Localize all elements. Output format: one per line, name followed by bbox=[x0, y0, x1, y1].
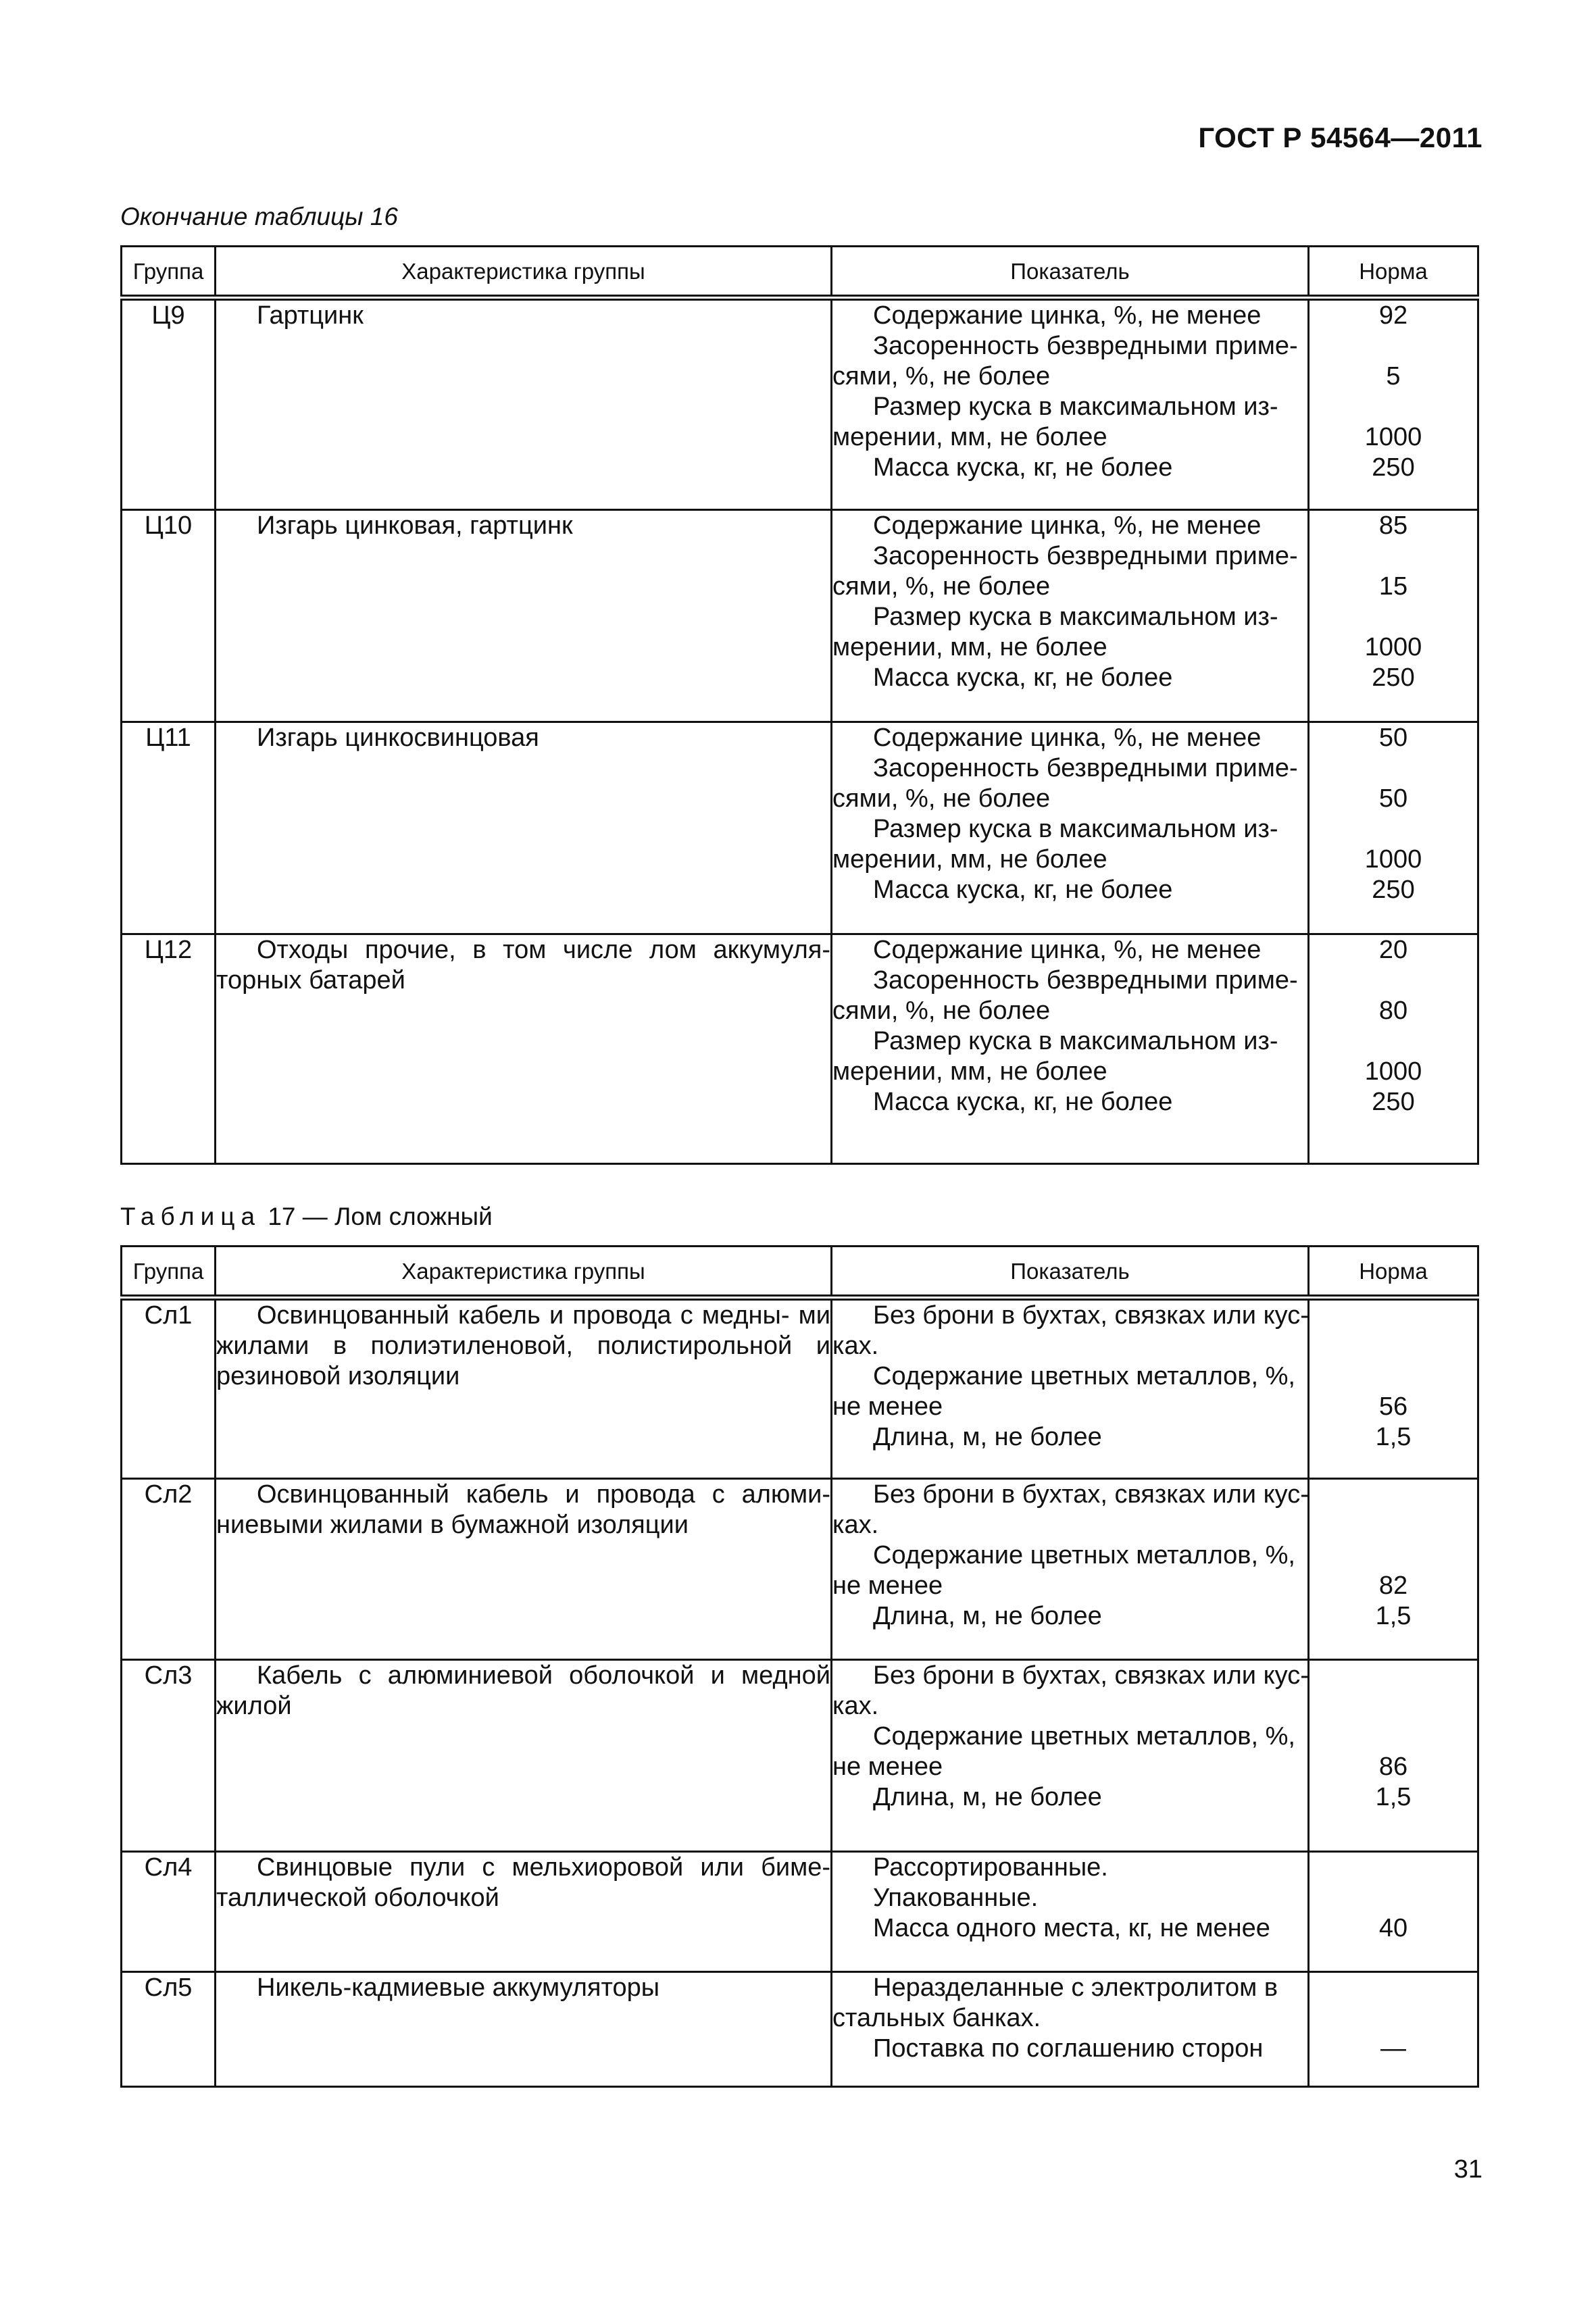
norm-value bbox=[1310, 1510, 1477, 1540]
indicator-cell bbox=[832, 722, 1309, 934]
indicator-line: ках. bbox=[832, 1692, 879, 1720]
group-characteristic bbox=[216, 934, 832, 1164]
table17-caption bbox=[120, 1203, 493, 1231]
indicator-line: Содержание цветных металлов, %, bbox=[873, 1722, 1295, 1751]
table-header-row bbox=[122, 1247, 1478, 1298]
group-characteristic bbox=[216, 1852, 832, 1972]
standard-code: ГОСТ Р 54564—2011 bbox=[1198, 122, 1482, 153]
characteristic-text: Никель-кадмиевые аккумуляторы bbox=[257, 1973, 660, 2002]
norm-value: 86 bbox=[1378, 1753, 1408, 1781]
column-header-norm: Норма bbox=[1309, 247, 1478, 298]
norm-value: 250 bbox=[1372, 663, 1415, 692]
norm-value: 20 bbox=[1378, 936, 1408, 964]
indicator-line: Неразделанные с электролитом в bbox=[873, 1973, 1278, 2002]
norm-value: 56 bbox=[1378, 1392, 1408, 1421]
group-characteristic bbox=[216, 298, 832, 510]
norm-value: 85 bbox=[1378, 511, 1408, 540]
norm-value bbox=[1310, 1331, 1477, 1361]
table-row bbox=[122, 1972, 1478, 2087]
norm-cell bbox=[1309, 1972, 1478, 2087]
characteristic-text: Гартцинк bbox=[257, 301, 364, 330]
group-code: Сл5 bbox=[122, 1972, 216, 2087]
norm-value: 50 bbox=[1378, 784, 1408, 813]
norm-value: — bbox=[1380, 2034, 1406, 2063]
indicator-line: Размер куска в максимальном из- bbox=[873, 393, 1278, 421]
column-header-characteristic: Характеристика группы bbox=[216, 1247, 832, 1298]
norm-value: 15 bbox=[1378, 572, 1408, 601]
indicator-line: Засоренность безвредными приме- bbox=[873, 332, 1298, 360]
table-row bbox=[122, 722, 1478, 934]
table17-body bbox=[122, 1298, 1478, 2087]
indicator-line: Масса куска, кг, не более bbox=[873, 876, 1173, 904]
indicator-line: Содержание цинка, %, не менее bbox=[873, 301, 1262, 330]
indicator-line: Без брони в бухтах, связках или кус- bbox=[873, 1480, 1309, 1509]
group-code: Ц10 bbox=[122, 510, 216, 722]
norm-value: 40 bbox=[1378, 1914, 1408, 1942]
indicator-line: Содержание цветных металлов, %, bbox=[873, 1362, 1295, 1390]
norm-value bbox=[1310, 1026, 1477, 1057]
indicator-cell bbox=[832, 298, 1309, 510]
group-code: Сл4 bbox=[122, 1852, 216, 1972]
indicator-cell bbox=[832, 1972, 1309, 2087]
indicator-line: не менее bbox=[832, 1753, 943, 1781]
indicator-line: Масса одного места, кг, не менее bbox=[873, 1914, 1270, 1942]
norm-value bbox=[1310, 1721, 1477, 1752]
norm-value bbox=[1310, 814, 1477, 845]
column-header-indicator: Показатель bbox=[832, 1247, 1309, 1298]
indicator-line: Размер куска в максимальном из- bbox=[873, 603, 1278, 631]
indicator-line: не менее bbox=[832, 1392, 943, 1421]
indicator-line: Длина, м, не более bbox=[873, 1602, 1102, 1630]
indicator-line: Содержание цинка, %, не менее bbox=[873, 724, 1262, 752]
norm-value bbox=[1310, 1883, 1477, 1913]
norm-value bbox=[1310, 541, 1477, 572]
norm-value: 92 bbox=[1378, 301, 1408, 330]
group-characteristic bbox=[216, 722, 832, 934]
norm-cell bbox=[1309, 1660, 1478, 1852]
norm-cell bbox=[1309, 1479, 1478, 1660]
indicator-line: Без брони в бухтах, связках или кус- bbox=[873, 1301, 1309, 1330]
column-header-indicator: Показатель bbox=[832, 247, 1309, 298]
column-header-group: Группа bbox=[122, 1247, 216, 1298]
norm-value: 1000 bbox=[1364, 1057, 1422, 1086]
indicator-line: ках. bbox=[832, 1332, 879, 1360]
table-row bbox=[122, 1298, 1478, 1479]
group-code: Ц9 bbox=[122, 298, 216, 510]
table17-caption-text: 17 — Лом сложный bbox=[268, 1203, 493, 1230]
norm-value: 250 bbox=[1372, 1088, 1415, 1116]
norm-cell bbox=[1309, 722, 1478, 934]
indicator-line: Масса куска, кг, не более bbox=[873, 1088, 1173, 1116]
norm-value: 1000 bbox=[1364, 423, 1422, 451]
indicator-cell bbox=[832, 1852, 1309, 1972]
indicator-line: Рассортированные. bbox=[873, 1853, 1108, 1882]
norm-value: 1000 bbox=[1364, 633, 1422, 661]
indicator-line: Засоренность безвредными приме- bbox=[873, 542, 1298, 570]
group-characteristic bbox=[216, 1972, 832, 2087]
group-code: Ц12 bbox=[122, 934, 216, 1164]
indicator-line: Без брони в бухтах, связках или кус- bbox=[873, 1661, 1309, 1690]
indicator-line: мерении, мм, не более bbox=[832, 423, 1107, 451]
characteristic-text: Освинцованный кабель и провода с медны- ми жилами в полиэтиленовой, полистирольной и резиновой изоляции bbox=[216, 1301, 830, 1390]
characteristic-text: Освинцованный кабель и провода с алюми- ниевыми жилами в бумажной изоляции bbox=[216, 1480, 830, 1539]
indicator-cell bbox=[832, 1298, 1309, 1479]
norm-cell bbox=[1309, 510, 1478, 722]
indicator-line: Размер куска в максимальном из- bbox=[873, 815, 1278, 843]
table-17 bbox=[120, 1245, 1479, 2088]
page-number: 31 bbox=[1453, 2155, 1482, 2184]
group-characteristic bbox=[216, 510, 832, 722]
norm-value bbox=[1310, 2003, 1477, 2034]
norm-value bbox=[1310, 1853, 1477, 1883]
characteristic-text: Изгарь цинковая, гартцинк bbox=[257, 511, 573, 540]
group-characteristic bbox=[216, 1660, 832, 1852]
norm-value bbox=[1310, 331, 1477, 361]
indicator-line: Упакованные. bbox=[873, 1884, 1039, 1912]
norm-value bbox=[1310, 753, 1477, 784]
norm-value: 1000 bbox=[1364, 845, 1422, 874]
indicator-line: Засоренность безвредными приме- bbox=[873, 966, 1298, 995]
indicator-line: Длина, м, не более bbox=[873, 1783, 1102, 1811]
indicator-line: Длина, м, не более bbox=[873, 1423, 1102, 1451]
norm-value bbox=[1310, 1661, 1477, 1691]
norm-value: 80 bbox=[1378, 997, 1408, 1025]
norm-value: 50 bbox=[1378, 724, 1408, 752]
norm-value bbox=[1310, 965, 1477, 996]
indicator-line: мерении, мм, не более bbox=[832, 633, 1107, 661]
indicator-line: Масса куска, кг, не более bbox=[873, 453, 1173, 482]
group-code: Сл1 bbox=[122, 1298, 216, 1479]
norm-value: 1,5 bbox=[1375, 1783, 1412, 1811]
norm-cell bbox=[1309, 1852, 1478, 1972]
characteristic-text: Отходы прочие, в том числе лом аккумуля- торных батарей bbox=[216, 936, 830, 995]
norm-value: 250 bbox=[1372, 876, 1415, 904]
characteristic-text: Кабель с алюминиевой оболочкой и медной жилой bbox=[216, 1661, 830, 1720]
table-row bbox=[122, 934, 1478, 1164]
indicator-line: сями, %, не более bbox=[832, 784, 1051, 813]
indicator-line: Содержание цинка, %, не менее bbox=[873, 936, 1262, 964]
column-header-norm: Норма bbox=[1309, 1247, 1478, 1298]
norm-value bbox=[1310, 602, 1477, 632]
column-header-group: Группа bbox=[122, 247, 216, 298]
norm-value bbox=[1310, 1480, 1477, 1510]
group-code: Сл3 bbox=[122, 1660, 216, 1852]
indicator-cell bbox=[832, 1479, 1309, 1660]
indicator-line: Содержание цинка, %, не менее bbox=[873, 511, 1262, 540]
table-row bbox=[122, 1852, 1478, 1972]
group-code: Сл2 bbox=[122, 1479, 216, 1660]
characteristic-text: Изгарь цинкосвинцовая bbox=[257, 724, 539, 752]
norm-value bbox=[1310, 1361, 1477, 1392]
table17-caption-prefix: Таблица bbox=[120, 1203, 261, 1230]
indicator-line: стальных банках. bbox=[832, 2004, 1041, 2032]
norm-value: 1,5 bbox=[1375, 1602, 1412, 1630]
group-characteristic bbox=[216, 1479, 832, 1660]
table16-caption: Окончание таблицы 16 bbox=[120, 203, 398, 230]
indicator-line: мерении, мм, не более bbox=[832, 1057, 1107, 1086]
norm-value bbox=[1310, 1691, 1477, 1721]
norm-value bbox=[1310, 392, 1477, 422]
norm-cell bbox=[1309, 934, 1478, 1164]
norm-value bbox=[1310, 1973, 1477, 2003]
indicator-cell bbox=[832, 934, 1309, 1164]
norm-value: 5 bbox=[1386, 362, 1401, 391]
indicator-line: мерении, мм, не более bbox=[832, 845, 1107, 874]
group-characteristic bbox=[216, 1298, 832, 1479]
norm-cell bbox=[1309, 298, 1478, 510]
table-row bbox=[122, 510, 1478, 722]
indicator-cell bbox=[832, 1660, 1309, 1852]
indicator-line: сями, %, не более bbox=[832, 572, 1051, 601]
indicator-line: Масса куска, кг, не более bbox=[873, 663, 1173, 692]
indicator-line: Засоренность безвредными приме- bbox=[873, 754, 1298, 782]
indicator-line: Содержание цветных металлов, %, bbox=[873, 1541, 1295, 1569]
norm-value bbox=[1310, 1540, 1477, 1571]
norm-value: 82 bbox=[1378, 1571, 1408, 1600]
norm-cell bbox=[1309, 1298, 1478, 1479]
indicator-line: сями, %, не более bbox=[832, 997, 1051, 1025]
group-code: Ц11 bbox=[122, 722, 216, 934]
table-16 bbox=[120, 245, 1479, 1165]
table-row bbox=[122, 1479, 1478, 1660]
table-row bbox=[122, 298, 1478, 510]
norm-value: 1,5 bbox=[1375, 1423, 1412, 1451]
indicator-line: Поставка по соглашению сторон bbox=[873, 2034, 1264, 2063]
norm-value: 250 bbox=[1372, 453, 1415, 482]
norm-value bbox=[1310, 1301, 1477, 1331]
table-row bbox=[122, 1660, 1478, 1852]
table16-body bbox=[122, 298, 1478, 1164]
table-header-row bbox=[122, 247, 1478, 298]
indicator-cell bbox=[832, 510, 1309, 722]
column-header-characteristic: Характеристика группы bbox=[216, 247, 832, 298]
indicator-line: Размер куска в максимальном из- bbox=[873, 1027, 1278, 1055]
indicator-line: ках. bbox=[832, 1511, 879, 1539]
characteristic-text: Свинцовые пули с мельхиоровой или биме- таллической оболочкой bbox=[216, 1853, 830, 1912]
indicator-line: не менее bbox=[832, 1571, 943, 1600]
indicator-line: сями, %, не более bbox=[832, 362, 1051, 391]
